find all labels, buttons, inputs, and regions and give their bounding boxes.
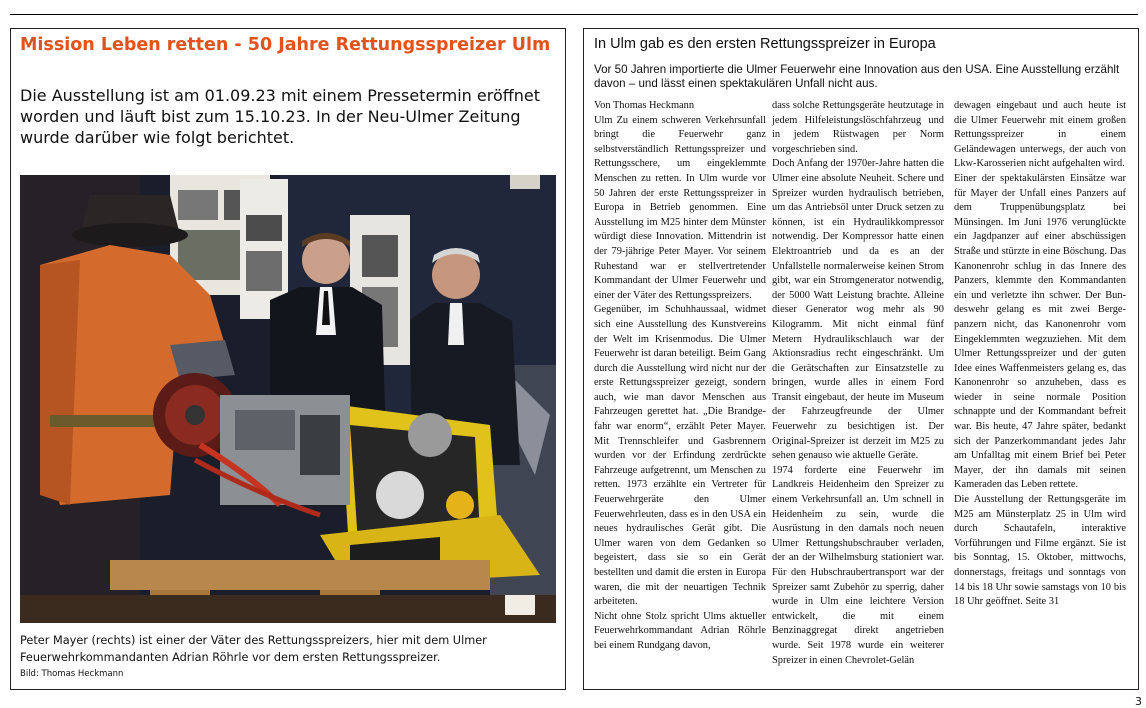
byline: Von Thomas Heckmann: [594, 100, 695, 111]
paragraph: Nicht ohne Stolz spricht Ulms aktueller Feuerwehrkommandant Adrian Röhrle bei einem Rundgang davon,: [594, 610, 766, 651]
article-column-2: [772, 99, 944, 668]
left-intro: Die Ausstellung ist am 01.09.23 mit einem Pressetermin eröffnet worden und läuft bist zum 15.10.23. In der Neu-Ulmer Zeitung wurde darüber wie folgt berichtet.: [20, 86, 541, 147]
exhibition-photo: [20, 175, 556, 623]
article-column-3: [954, 99, 1126, 610]
photo-credit: Bild: Thomas Heckmann: [20, 669, 124, 679]
paragraph: Die Ausstellung der Rettungsgeräte im M25 am Münsterplatz 25 in Ulm wird durch Schautafeln, interaktive Vorführungen und Filme ergänzt. Sie ist bis Sonntag, 15. Oktober, mittwochs, donnerstags, freitags und sonntags von 14 bis 18 Uhr sowie samstags von 10 bis 18 Uhr geöffnet. Seite 31: [954, 494, 1126, 608]
left-title: Mission Leben retten - 50 Jahre Rettungsspreizer Ulm: [20, 35, 551, 55]
article-title: In Ulm gab es den ersten Rettungsspreizer in Europa: [594, 36, 936, 52]
page-number: 3: [1135, 695, 1142, 708]
paragraph: dass solche Rettungsgeräte heutzutage in jedem Hilfeleistungslöschfahrzeug und in jedem Rüstwagen per Norm vorgeschrieben sind.: [772, 100, 944, 155]
paragraph: dewagen eingebaut und auch heute ist die Ulmer Feuerwehr mit einem großen Rettungsspreizer in einem Geländewagen unterwegs, der auch von Lkw-Karosserien nicht aufgehalten wird.: [954, 100, 1126, 170]
paragraph: Gegenüber, im Schuhhaussaal, widmet sich eine Ausstellung des Kunstvereins der Welt im Krisenmodus. Die Ulmer Feuerwehr ist daran beteiligt. Beim Gang durch die Ausstellung wird nicht nur der erste Rettungsspreizer gezeigt, sondern auch, wie man davor Menschen aus Fahrzeugen gerettet hat. „Die Brandgefahr war enorm“, erzählt Peter Mayer. Mit Trennschleifer und Gasbrennern wurden vor der Erfindung zerdrückte Fahrzeuge aufgetrennt, um Menschen zu retten. 1973 erzählte ein Vertreter für Feuerwehrgeräte den Ulmer Feuerwehrleuten, dass es in den USA ein neues hydraulisches Gerät gibt. Die Ulmer waren von dem Gedanken so begeistert, dass sie so ein Gerät bestellten und damit die ersten in Europa waren, die mit der neuartigen Technik arbeiteten.: [594, 304, 766, 608]
paragraph: Ulm Zu einem schweren Verkehrsunfall bringt die Feuerwehr ganz selbstverständlich Rettungsspreizer und Rettungsschere, um eingeklemmte Menschen zu retten. In Ulm wurde vor 50 Jahren der erste Rettungsspreizer in Europa in Betrieb genommen. Eine Ausstellung im M25 hinter dem Münster würdigt diese Innovation. Mittendrin ist der 79-jährige Peter Mayer. Vor seinem Ruhestand war er stellvertretender Kommandant der Ulmer Feuerwehr und einer der Väter des Rettungsspreizers.: [594, 114, 766, 301]
paragraph: 1974 forderte eine Feuerwehr im Landkreis Heidenheim den Spreizer zu einem Verkehrsunfall an. Um schnell in Heidenheim zu sein, wurde die Ausrüstung in den damals noch neuen Ulmer Rettungshubschrauber verladen, der an der Wilhelmsburg stationiert war. Für den Hubschraubertransport war der Spreizer samt Zubehör zu sperrig, daher wurde in Ulm eine leichtere Version entwickelt, die mit einem Benzinaggregat direkt angetrieben wurde. Seit 1978 wurde ein weiterer Spreizer in einen Chevrolet-Gelän: [772, 464, 944, 666]
paragraph: Doch Anfang der 1970er-Jahre hatten die Ulmer eine absolute Neuheit. Schere und Spreizer wurden hydraulisch betrieben, um das Antriebsöl unter Druck setzen zu können, ist ein Hydraulikkompressor notwendig. Der Kompressor hatte einen Elektroantrieb und da es an der Unfallstelle normalerweise keinen Strom gibt, war ein Stromgenerator notwendig, der 5000 Watt Leistung brachte. Alleine dieser Generator wog mehr als 90 Kilogramm. Mit nicht einmal fünf Metern Hydraulikschlauch war der Aktionsradius recht eingeschränkt. Um die Gerätschaften zur Einsatzstelle zu bringen, wurde alles in einem Ford Transit eingebaut, der heute im Museum der Fahrzeugfreunde der Ulmer Feuerwehr zu besichtigen ist. Der Original-Spreizer ist derzeit im M25 zu sehen genauso wie aktuelle Geräte.: [772, 158, 944, 462]
article-column-1: [594, 99, 766, 654]
photo-caption: Peter Mayer (rechts) ist einer der Väter des Rettungsspreizers, hier mit dem Ulmer Feuerwehrkommandanten Adrian Röhrle vor dem ersten Rettungsspreizer.: [20, 634, 487, 664]
paragraph: Einer der spektakulärsten Einsätze war für Mayer der Unfall eines Panzers auf dem Truppenübungsplatz bei Münsingen. Im Juni 1976 verunglückte ein Jagdpanzer auf einer abschüssigen Straße und stürzte in eine Böschung. Das Kanonenrohr schlug in das Innere des Panzers, klemmte den Kommandanten ein und verletzte ihn schwer. Der Bundeswehr gelang es mit zwei Bergepanzern nicht, das Kanonenrohr vom Eingeklemmten wegzuziehen. Mit dem Ulmer Rettungsspreizer und der guten Idee eines Waffenmeisters gelang es, das Kanonenrohr so anzuheben, dass es wieder in seine normale Position schnappte und der Kommandant befreit war. Bis heute, 47 Jahre später, bedankt sich der Panzerkommandant jedes Jahr am Unfalltag mit einem Brief bei Peter Mayer, der ihn damals mit seinen Kameraden das Leben rettete.: [954, 172, 1126, 491]
left-panel: [10, 28, 566, 690]
top-rule: [10, 14, 1138, 15]
right-panel: [583, 28, 1139, 690]
article-lead: Vor 50 Jahren importierte die Ulmer Feuerwehr eine Innovation aus den USA. Eine Ausstellung erzählt davon – und lässt einen spektakulären Unfall nicht aus.: [594, 63, 1120, 90]
